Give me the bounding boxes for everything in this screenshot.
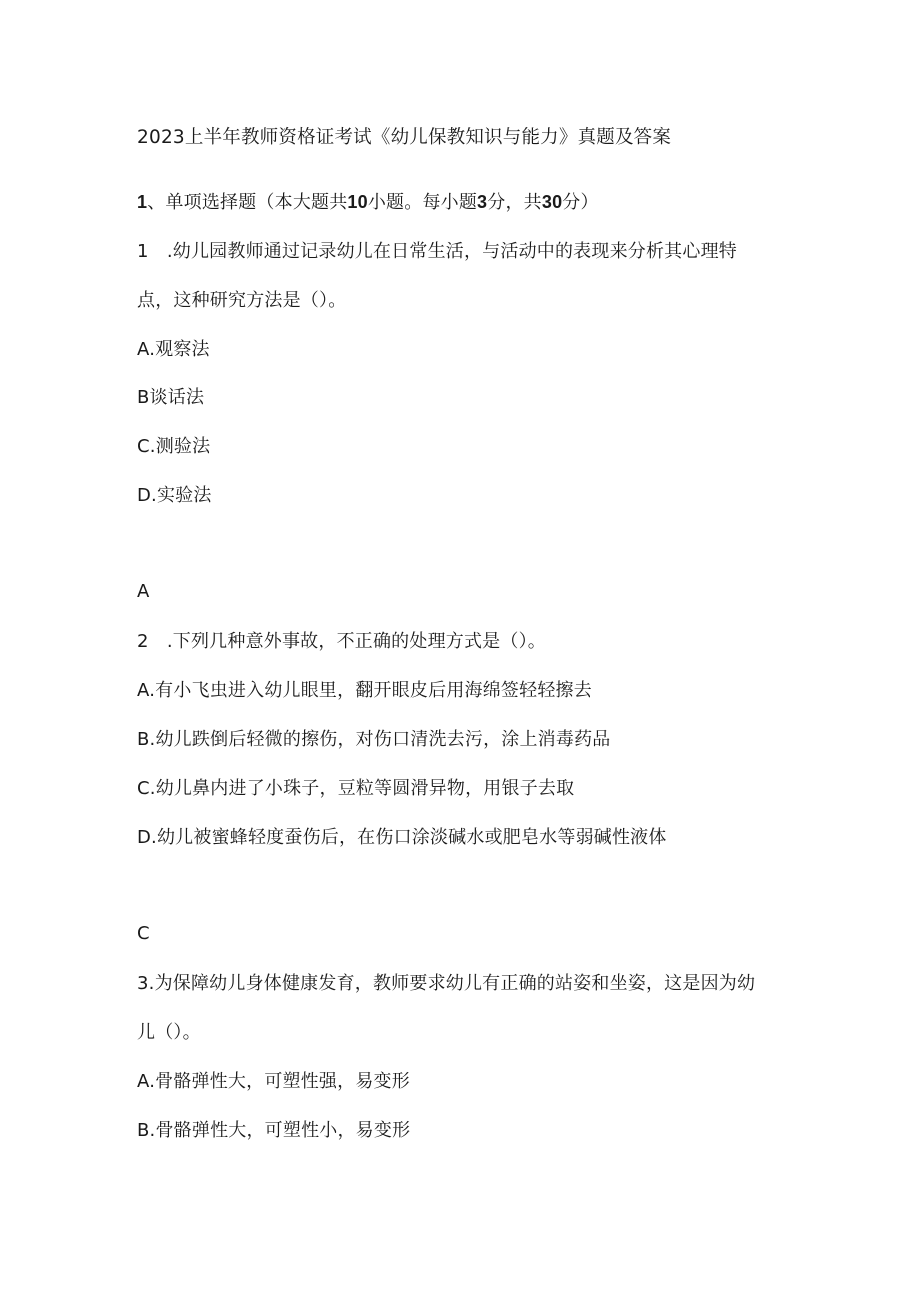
section-heading — [137, 190, 599, 215]
q3-stem-line1: 3.为保障幼儿身体健康发育，教师要求幼儿有正确的站姿和坐姿，这是因为幼 — [137, 973, 756, 994]
q1-stem-line2: 点，这种研究方法是（）。 — [137, 290, 347, 311]
q3-option-a: A.骨骼弹性大，可塑性强，易变形 — [137, 1071, 410, 1092]
section-text-3: 分，共 — [487, 192, 542, 213]
section-text-1: 、单项选择题（本大题共 — [147, 192, 348, 213]
total-points: 30 — [541, 192, 563, 212]
question-count: 10 — [347, 192, 368, 212]
points-per-question: 3 — [477, 192, 488, 212]
q3-option-b: B.骨骼弹性大，可塑性小，易变形 — [137, 1120, 411, 1141]
document-title: 2023上半年教师资格证考试《幼儿保教知识与能力》真题及答案 — [137, 127, 672, 148]
q1-option-a: A.观察法 — [137, 339, 210, 360]
q1-stem-line1: 1 .幼儿园教师通过记录幼儿在日常生活，与活动中的表现来分析其心理特 — [137, 241, 737, 262]
q2-option-b: B.幼儿跌倒后轻微的擦伤，对伤口清洗去污，涂上消毒药品 — [137, 729, 611, 750]
q1-option-c: C.测验法 — [137, 436, 211, 457]
section-number: 1 — [137, 192, 148, 212]
section-text-2: 小题。每小题 — [367, 192, 478, 213]
q1-answer: A — [137, 581, 150, 602]
q2-option-a: A.有小飞虫进入幼儿眼里，翻开眼皮后用海绵签轻轻擦去 — [137, 680, 592, 701]
q1-option-d: D.实验法 — [137, 485, 212, 506]
q2-option-d: D.幼儿被蜜蜂轻度蚕伤后，在伤口涂淡碱水或肥皂水等弱碱性液体 — [137, 827, 667, 848]
q2-stem: 2 .下列几种意外事故，不正确的处理方式是（）。 — [137, 631, 546, 652]
q1-option-b: B谈话法 — [137, 387, 205, 408]
q2-option-c: C.幼儿鼻内进了小珠子，豆粒等圆滑异物，用银子去取 — [137, 778, 575, 799]
q3-stem-line2: 儿（）。 — [137, 1022, 201, 1043]
section-text-4: 分） — [562, 192, 599, 213]
q2-answer: C — [137, 923, 150, 944]
